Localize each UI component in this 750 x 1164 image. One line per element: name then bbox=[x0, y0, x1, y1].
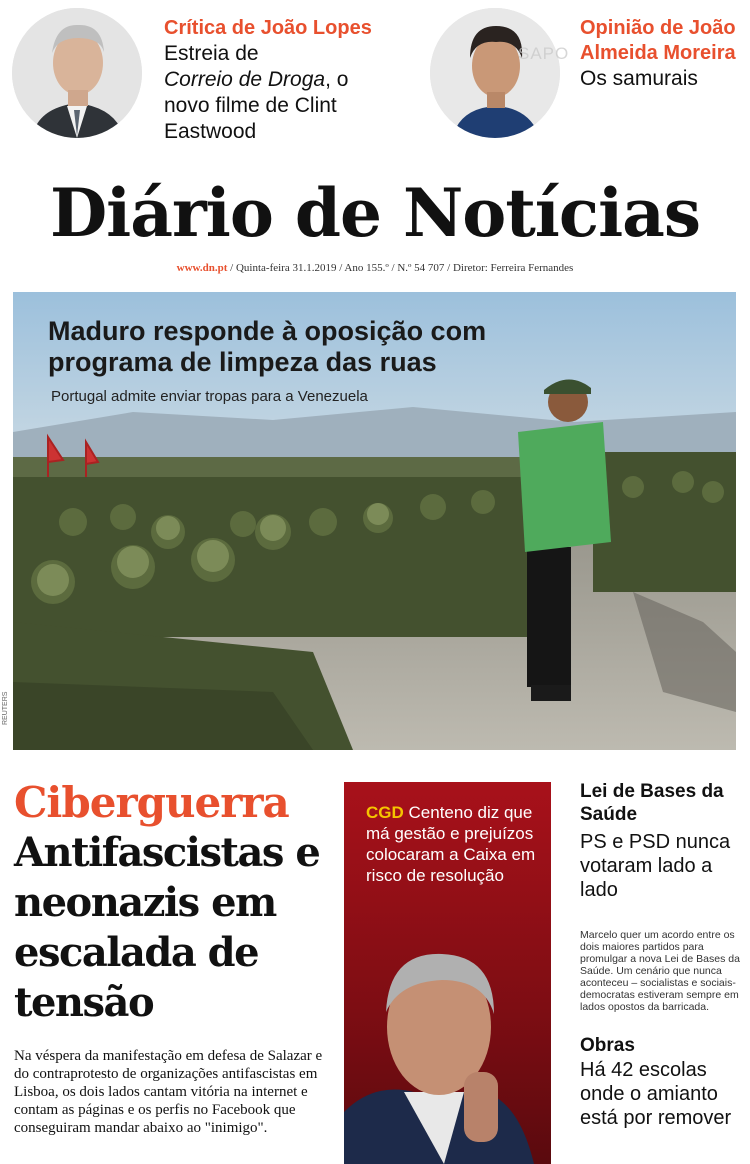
right-headline-obras[interactable]: Obras bbox=[580, 1035, 635, 1056]
photo-credit: REUTERS bbox=[2, 691, 9, 725]
avatar-joao-lopes bbox=[12, 8, 142, 138]
teaser-kicker: Opinião de João Almeida Moreira bbox=[580, 17, 736, 64]
watermark: SAPO bbox=[518, 44, 570, 63]
right-desc-saude[interactable]: PS e PSD nunca votaram lado a lado bbox=[580, 831, 731, 901]
teaser-critica[interactable] bbox=[12, 8, 392, 143]
cgd-story-box[interactable] bbox=[344, 782, 551, 1164]
left-headline[interactable]: Antifascistas e neonazis em escalada de tensão bbox=[14, 829, 320, 1026]
cgd-story-text: CGD Centeno diz que má gestão e prejuízos colocaram a Caixa em risco de resolução bbox=[366, 803, 536, 885]
right-desc-obras[interactable]: Há 42 escolas onde o amianto está por remover bbox=[580, 1059, 732, 1129]
teaser-description: Os samurais bbox=[580, 67, 698, 90]
site-link[interactable]: www.dn.pt bbox=[176, 262, 228, 274]
left-lead-text: Na véspera da manifestação em defesa de Salazar e do contraprotesto de organizações antifascistas em Lisboa, os dois lados cantam vitória na internet e contam as páginas e os perfis no Facebook que conseguiram mandar abaixo ao "inimigo". bbox=[14, 1048, 323, 1136]
main-headline[interactable]: Maduro responde à oposição com programa de limpeza das ruas bbox=[48, 316, 487, 377]
right-small-text-saude: Marcelo quer um acordo entre os dois maiores partidos para promulgar a nova Lei de Bases da Saúde. Um cenário que nunca aconteceu – socialistas e sociais-democratas estiveram sempre em lados opostos da barricada. bbox=[580, 929, 740, 1013]
dateline: www.dn.pt / Quinta-feira 31.1.2019 / Ano 155.º / N.º 54 707 / Diretor: Ferreira Fernandes bbox=[176, 262, 574, 274]
section-label[interactable]: Ciberguerra bbox=[14, 778, 289, 827]
cgd-tag: CGD bbox=[366, 803, 404, 822]
teaser-description: Estreia de Correio de Droga, o novo filme de Clint Eastwood bbox=[164, 42, 349, 143]
teaser-opiniao[interactable] bbox=[430, 8, 745, 138]
main-photo[interactable] bbox=[13, 292, 736, 750]
main-subhead: Portugal admite enviar tropas para a Venezuela bbox=[51, 388, 368, 405]
masthead-logo[interactable]: Diário de Notícias bbox=[49, 174, 701, 252]
right-headline-saude[interactable]: Lei de Bases da Saúde bbox=[580, 781, 724, 825]
portrait-centeno bbox=[344, 942, 551, 1164]
teaser-kicker: Crítica de João Lopes bbox=[164, 17, 372, 39]
avatar-joao-almeida-moreira bbox=[430, 8, 560, 138]
